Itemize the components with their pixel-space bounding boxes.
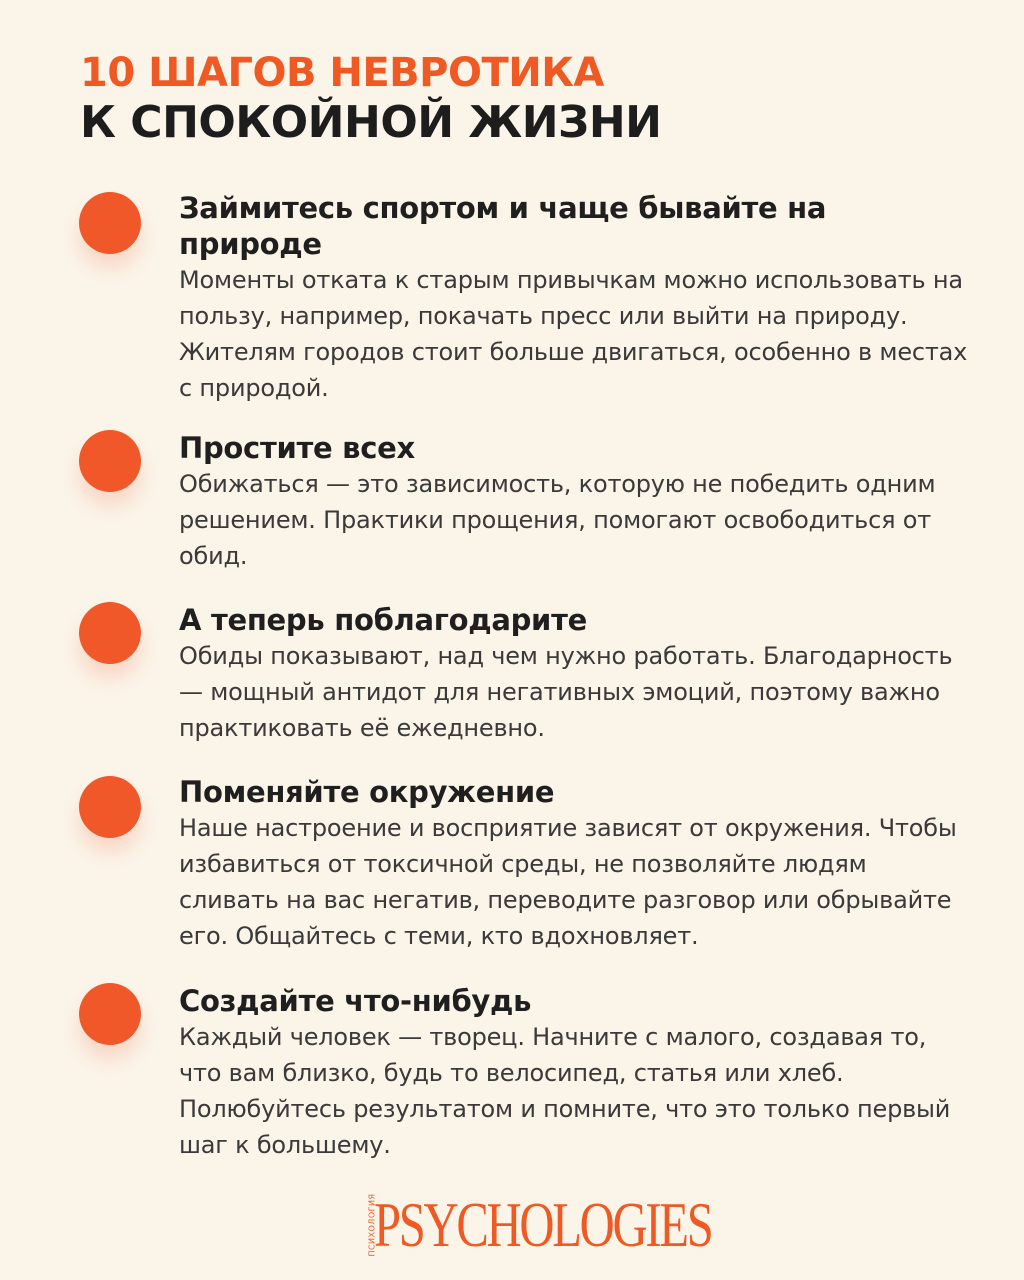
step-heading: Поменяйте окружение — [179, 775, 555, 809]
step-text — [179, 983, 969, 1163]
page-title — [80, 50, 661, 150]
step-body: Каждый человек — творец. Начните с малого, создавая то, что вам близко, будь то велосипед, статья или хлеб. Полюбуйтесь результатом и помните, что это только первый шаг к большему. — [179, 1023, 951, 1159]
bullet-circle-icon — [79, 602, 141, 664]
step-heading: А теперь поблагодарите — [179, 603, 587, 637]
title-line-2: К СПОКОЙНОЙ ЖИЗНИ — [80, 97, 662, 148]
bullet-circle-icon — [79, 983, 141, 1045]
step-text — [179, 602, 969, 746]
step-body: Обижаться — это зависимость, которую не победить одним решением. Практики прощения, помогают освободиться от обид. — [179, 470, 936, 570]
logo-subtitle-text: ПСИХОЛОГИЯ — [367, 1193, 377, 1257]
bullet-circle-icon — [79, 776, 141, 838]
bullet-circle-icon — [79, 192, 141, 254]
step-body: Моменты отката к старым привычкам можно использовать на пользу, например, покачать пресс или выйти на природу. Жителям городов стоит больше двигаться, особенно в местах с природой. — [179, 266, 968, 402]
title-line-1: 10 ШАГОВ НЕВРОТИКА — [80, 50, 604, 96]
step-body: Наше настроение и восприятие зависят от окружения. Чтобы избавиться от токсичной среды, не позволяйте людям сливать на вас негатив, переводите разговор или обрывайте его. Общайтесь с теми, кто вдохновляет. — [179, 814, 957, 950]
logo-wordmark: PSYCHOLOGIES — [374, 1189, 712, 1260]
bullet-circle-icon — [79, 430, 141, 492]
step-heading: Простите всех — [179, 431, 415, 465]
psychologies-logo — [366, 1189, 712, 1260]
step-heading: Создайте что-нибудь — [179, 984, 532, 1018]
step-text — [179, 190, 969, 406]
step-heading: Займитесь спортом и чаще бывайте на природе — [179, 191, 827, 261]
step-text — [179, 774, 969, 954]
step-text — [179, 430, 969, 574]
step-body: Обиды показывают, над чем нужно работать. Благодарность — мощный антидот для негативных эмоций, поэтому важно практиковать её ежедневно. — [179, 642, 953, 742]
